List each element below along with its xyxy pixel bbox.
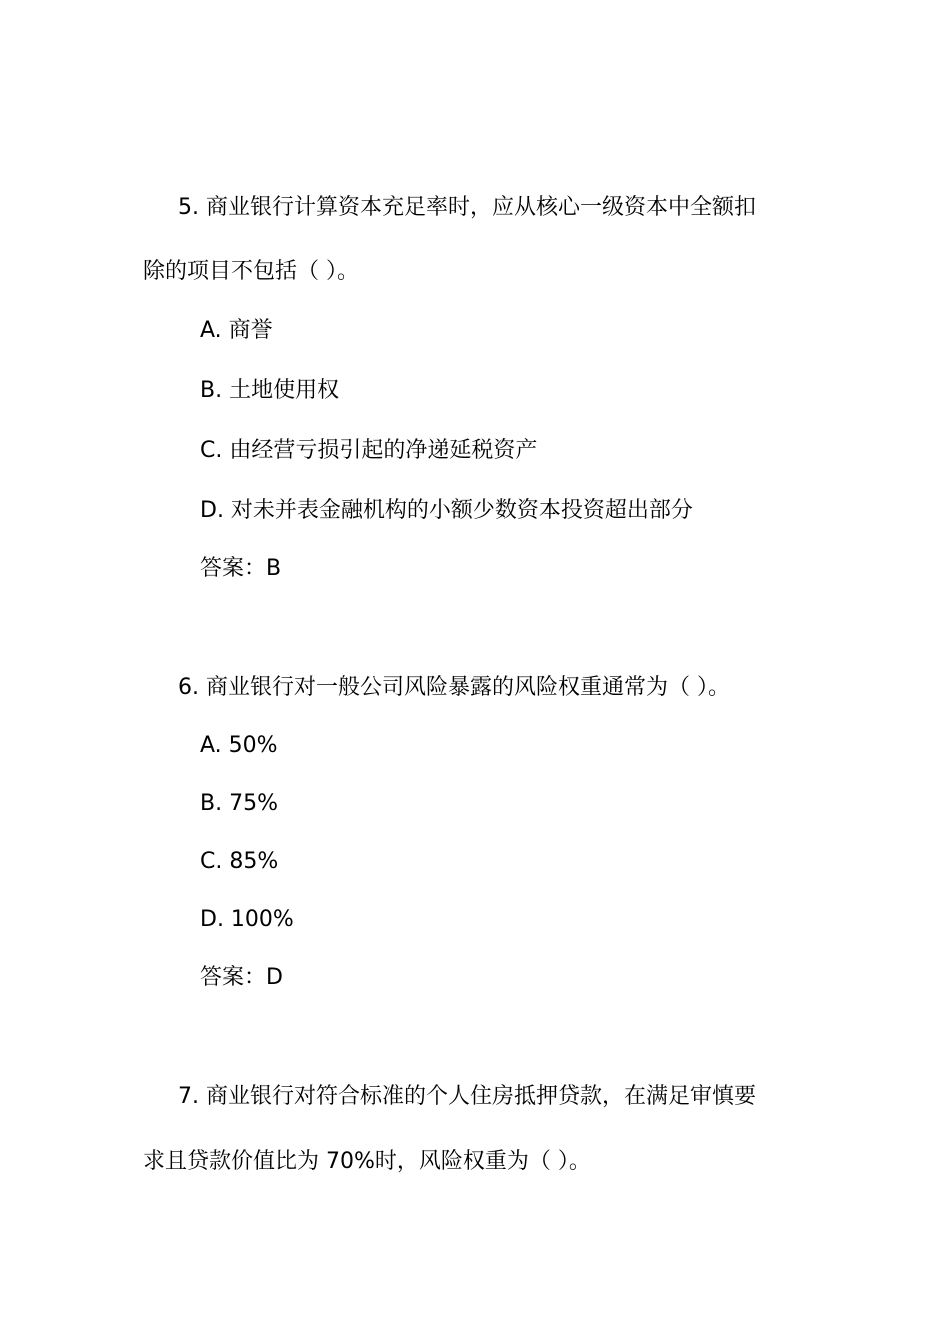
question-5-option-d: D. 对未并表金融机构的小额少数资本投资超出部分: [200, 498, 693, 523]
question-7-text-line-1: 7. 商业银行对符合标准的个人住房抵押贷款，在满足审慎要: [178, 1084, 756, 1109]
question-5-text-line-1: 5. 商业银行计算资本充足率时，应从核心一级资本中全额扣: [178, 195, 756, 220]
question-7-text-line-2: 求且贷款价值比为 70%时，风险权重为（ ）。: [143, 1149, 591, 1174]
question-6-option-d: D. 100%: [200, 907, 294, 932]
question-6-option-a: A. 50%: [200, 733, 278, 758]
question-6-option-b: B. 75%: [200, 791, 278, 816]
question-5-text-line-2: 除的项目不包括（ ）。: [143, 259, 359, 284]
question-5-option-c: C. 由经营亏损引起的净递延税资产: [200, 438, 538, 463]
question-5-answer: 答案：B: [200, 556, 282, 581]
question-5-option-b: B. 土地使用权: [200, 378, 340, 403]
question-6-option-c: C. 85%: [200, 849, 279, 874]
question-6-text-line-1: 6. 商业银行对一般公司风险暴露的风险权重通常为（ ）。: [178, 675, 730, 700]
question-6-answer: 答案：D: [200, 965, 283, 990]
question-5-option-a: A. 商誉: [200, 318, 273, 343]
